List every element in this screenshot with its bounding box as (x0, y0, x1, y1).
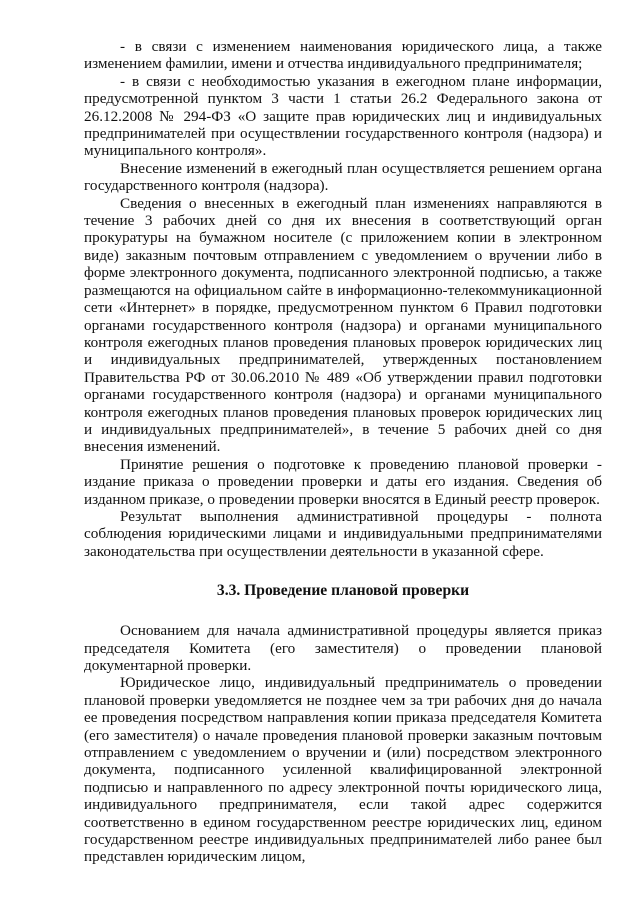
paragraph-changes-notification: Сведения о внесенных в ежегодный план изменениях направляются в течение 3 рабочих дней со дня их внесения в соответствующий орган прокуратуры на бумажном носителе (с приложением копии в электронном виде) заказным почтовым отправлением с уведомлением о вручении либо в форме электронного документа, подписанного электронной подписью, а также размещаются на официальном сайте в информационно-телекоммуникационной сети «Интернет» в порядке, предусмотренном пунктом 6 Правил подготовки органами государственного контроля (надзора) и органами муниципального контроля ежегодных планов проведения плановых проверок юридических лиц и индивидуальных предпринимателей, утвержденных постановлением Правительства РФ от 30.06.2010 № 489 «Об утверждении правил подготовки органами государственного контроля (надзора) и органами муниципального контроля ежегодных планов проведения плановых проверок юридических лиц и индивидуальных предпринимателей», в течение 5 рабочих дней со дня внесения изменений. (84, 194, 602, 456)
paragraph-procedure-basis: Основанием для начала административной процедуры является приказ председателя Комитета (его заместителя) о проведении плановой документарной проверки. (84, 622, 602, 674)
paragraph-plan-info: - в связи с необходимостью указания в ежегодном плане информации, предусмотренной пунктом 3 части 1 статьи 26.2 Федерального закона от 26.12.2008 № 294-ФЗ «О защите прав юридических лиц и индивидуальных предпринимателей при осуществлении государственного контроля (надзора) и муниципального контроля». (84, 72, 602, 160)
paragraph-name-change: - в связи с изменением наименования юридического лица, а также изменением фамилии, имени и отчества индивидуального предпринимателя; (84, 38, 602, 73)
section-heading: 3.3. Проведение плановой проверки (216, 582, 470, 600)
paragraph-procedure-result: Результат выполнения административной процедуры - полнота соблюдения юридическими лицами и индивидуальными предпринимателями законодательства при осуществлении деятельности в указанной сфере. (84, 507, 602, 560)
paragraph-inspection-notice: Юридическое лицо, индивидуальный предприниматель о проведении плановой проверки уведомляется не позднее чем за три рабочих дня до начала ее проведения посредством направления копии приказа председателя Комитета (его заместителя) о начале проведения плановой проверки заказным почтовым отправлением с уведомлением о вручении и (или) посредством электронного документа, подписанного усиленной квалифицированной электронной подписью и направленного по адресу электронной почты юридического лица, индивидуального предпринимателя, если такой адрес содержится соответственно в едином государственном реестре юридических лиц, едином государственном реестре индивидуальных предпринимателей либо ранее был представлен юридическим лицом, (84, 674, 602, 866)
paragraph-inspection-preparation: Принятие решения о подготовке к проведению плановой проверки - издание приказа о проведении проверки и даты его издания. Сведения об изданном приказе, о проведении проверки вносятся в Единый реестр проверок. (84, 455, 602, 508)
paragraph-changes-decision: Внесение изменений в ежегодный план осуществляется решением органа государственного контроля (надзора). (84, 159, 602, 195)
